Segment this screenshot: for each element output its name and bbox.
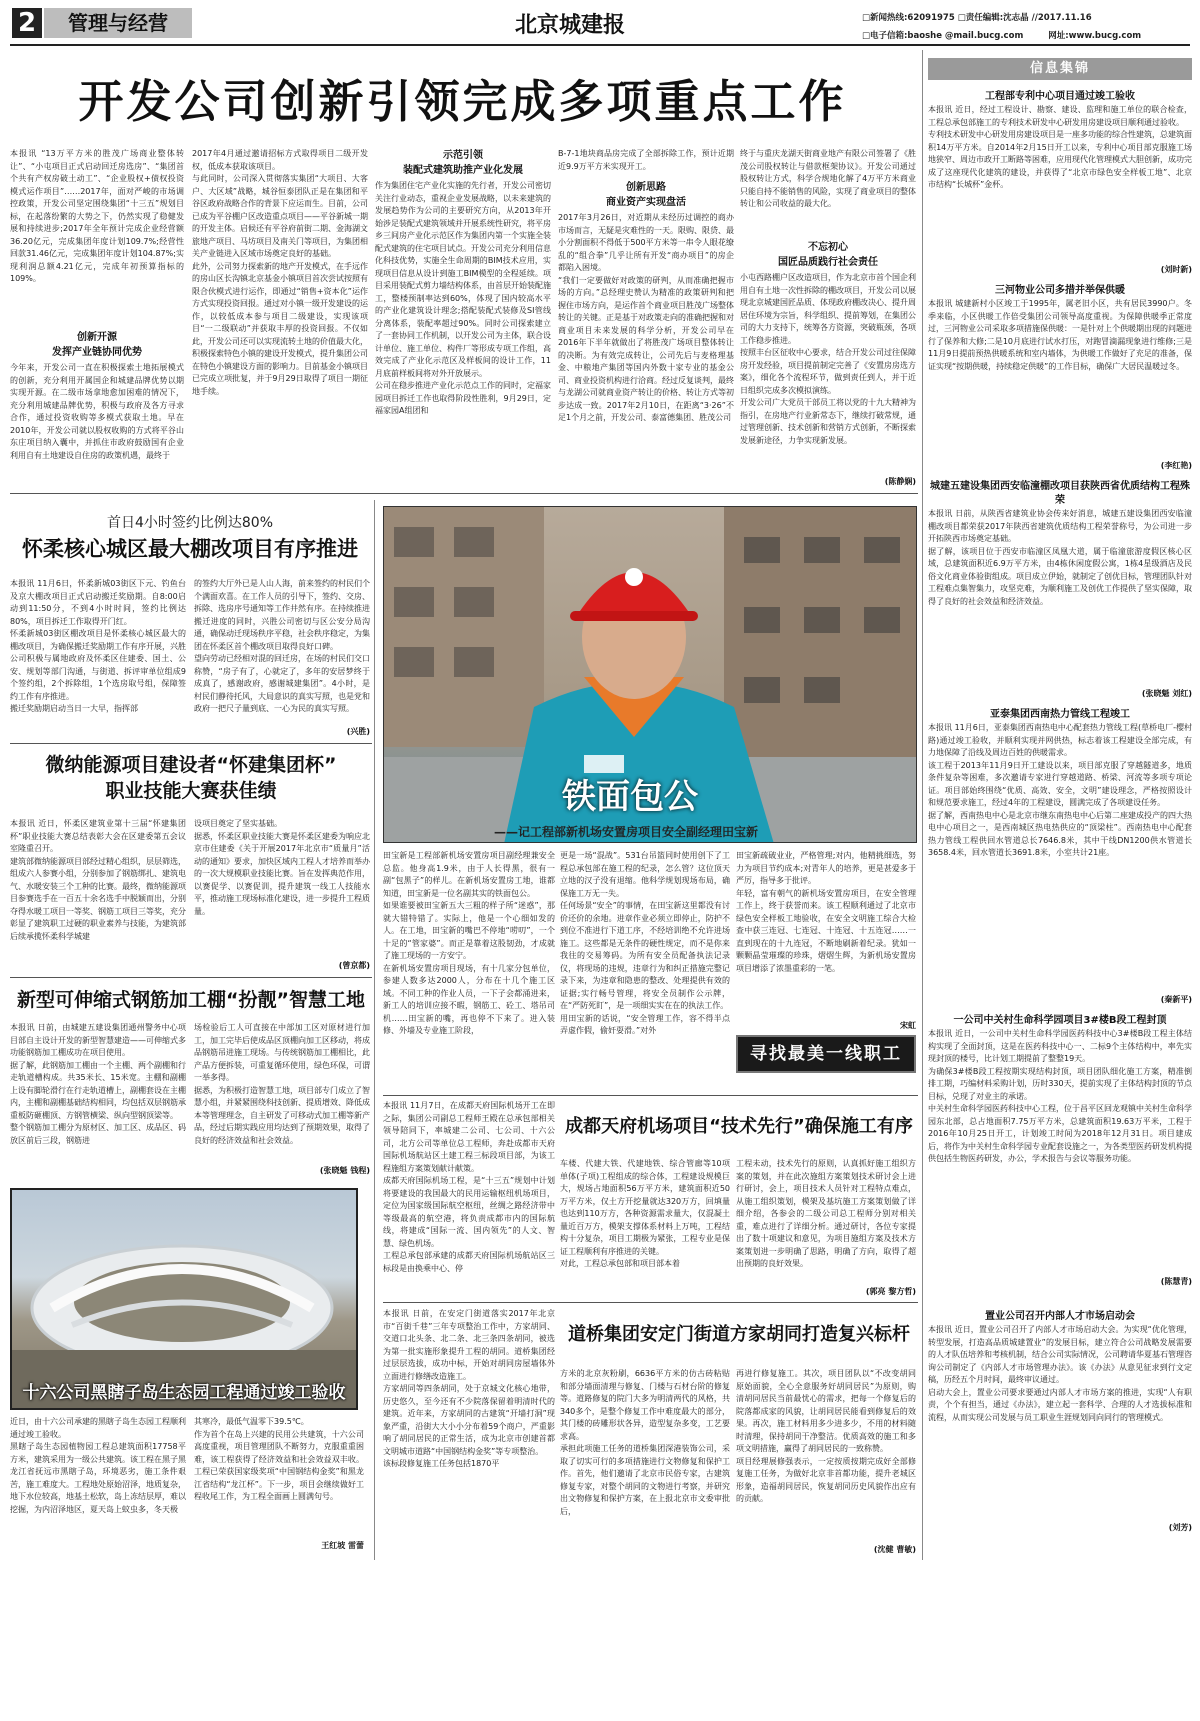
sidebar-item-text: 本报讯 近日，一公司中关村生命科学园医药科技中心3#楼B段工程主体结构实现了全面封顶，这是在医药科技中心一、二标9个主体结构中，率先实现封顶的楼号，比计划工期提前了整整19天。 为确保3#楼B段工程按期实现结构封顶，项目团队细化施工方案，精准倒排工期，巧编材料采购计划，历时330天，提前实现了主体结构封顶的节点目标，兑现了对业主的承诺。 中关村生命科学园医药科技中心工程，位于昌平区回龙观镇中关村生命科学园东北部，总占地面积7.75万平方米，总建筑面积19.63万平米，工程于2016年10月25日开工，计划竣工时间为2018年12月31日。项目建成后，将作为中关村生命科学园专业配套设施之一，为各类型医药研发机构提供包括生物医药研发，办公，学术报告与会议等服务功能。 [928,1029,1192,1163]
sidebar-divider [922,50,923,1560]
sidebar-item-text: 本报讯 近日，经过工程设计、勘察、建设、监理和施工单位的联合检查，工程总承包部施工的专利技术研发中心研发用房建设项目顺利通过验收。 专利技术研发中心研发用房建设项目是一座多功能的综合性建筑，总建筑面积14万平方米。自2014年2月15日开工以来，专利中心项目部克服施工场地狭窄、周边市政开工断路等困难，应用现代化管理模式大胆创新，成功完成了这座现代化建筑的建设，并获得了“北京市绿色安全样板工地”、北京市结构“长城杯”金杯。 [928,105,1192,189]
main-col1b: 今年来，开发公司一直在积极探索土地拓展模式的创新，充分利用开属国企和城建品牌优势以期实现开源。在二级市场拿地愈加困难的情况下，充分利用城建品牌优势，积极与政府及各方寻求合作，通过投资收购等多模式获取土地。早在2010年，开发公司就以股权收购的方式将平谷山东庄项目纳入囊中，并抓住市政府鼓励国有企业利用自有土地建设自住房的政策机遇，最终于 [10,363,184,460]
paper-name: 北京城建报 [514,12,625,38]
feature-col3: 田宝新疏破业业，严格管理;对内，他精挑细选，努力为项目节约成本;对青年人的培养，更是甚爱多于严厉，指导多于批评。 年轻，富有朝气的新机场安置房项目，在安全管理工作上，终于获誉而来。该工程顺利通过了北京市绿色安全样板工地验收，在安全文明施工综合大检查中获三连冠、七连冠、十连冠、十五连冠……一直到现在的十九连冠，不断地刷新着纪录。犹如一颗颗晶莹璀璨的珍珠，熠熠生辉，为新机场安置房项目增添了浓墨重彩的一笔。 [736,851,916,973]
left-column-divider [374,500,375,1560]
main-col3: 作为集团住宅产业化实施的先行者，开发公司密切关注行业动态，重视企业发展战略，以未来建筑的发展趋势作为公司的主要研究方向，从2013年开始涉足装配式建筑领域并开展系统性研究，将平房乡三间房产业化示范区作为集团内第一个实施全装配式建筑的住宅项目试点。开发公司充分利用信息化科技优势，实施全生命周期的BIM技术应用，实现项目信息从设计到施工BIM模型的全程延续。项目采用装配式剪力墙结构体系，由首层开始装配施工，整楼预制率达到60%，体现了国内较高水平的产业化建筑设计理念;搭配装配式装修及SI管线分离体系，装配率超过90%。同时公司探索建立了一套协同工作机制，以开发公司为主体，联合设计单位、施工单位、构件厂等形成专项工作组，高效完成了产业化示范区及样板间的设计工作，11月底前样板间将对外开放展示。 公司在稳步推进产业化示范点工作的同时，定福家园项目拆迁工作也取得阶段性胜利，9月29日，定福家园A组团和 [375,181,551,415]
a7-col2: 方米的北京灰粉刷，6636平方米的仿古砖粘贴和部分墙面清理与修复、门楼与石材台阶的修复等。道路修复的院门大多为明清两代的风格，共340多个，是整个修复工作中难度最大的部分，其门楼的砖雕形状各异，造型复杂多变，工艺要求高。 承担此项施工任务的道桥集团深港装饰公司，采取了切实可行的多项措施进行文物修复和保护工作。首先，他们邀请了北京市民俗专家，古建筑修复专家，对整个胡同的文物进行考察，并研究出文物修复和保护方案，在上报北京市文委审批后， [560,1369,730,1516]
worker-photo [383,506,917,843]
feature-byline: 宋虹 [900,1021,916,1030]
main-bottom-rule [10,493,918,494]
a6-col2: 车楼、代建大铁、代建地铁、综合管廊等10项单体(子项)工程组成的综合体，工程建设规模巨大，规场占地面积56万平方米，建筑面积近50万平方米，仅土方开挖量就达320万方，回填量也达到110万方，各种资源需求量大，仅混凝土量近百万方，模架支撑体系材料上万吨，工程结构十分复杂，项目工期极为紧张，工程专业是保证工程顺利有序推进的关键。 对此，工程总承包部和项目部本着 [560,1159,730,1268]
worker-photo-subtitle: ——记工程部新机场安置房项目安全副经理田宝新 [494,825,759,839]
a4-headline: 新型可伸缩式钢筋加工棚“扮靓”智慧工地 [17,989,365,1011]
a7-headline: 道桥集团安定门街道方家胡同打造复兴标杆 [568,1324,910,1345]
feature-rule [383,1095,918,1096]
sidebar-item [928,708,1192,1008]
header-rule [10,44,1190,46]
sidebar-list [928,90,1192,1540]
a2-headline: 怀柔核心城区最大棚改项目有序推进 [22,537,358,561]
website: 网址:www.bucg.com [1048,31,1142,41]
sidebar-item [928,90,1192,278]
sidebar-item-byline: (刘芳) [1168,1523,1192,1532]
issue-date: //2017.11.16 [1031,13,1092,23]
main-col4b: 2017年3月26日，对近期从未经历过调控的商办市场而言，无疑是灾难性的一天。限购、限贷、最小分割面积不得低于500平方米等一串令人眼花缭乱的“组合拳”几乎让所有开发“商办项目”的房企都陷入困境。 “我们一定要做好对政策的研判，从而准确把握市场的方向。”总经理史赞认为精准的政策研判和把握住市场方向，是运作首个商业项目胜茂广场整体转让的关键。正是基于对政策走向的准确把握和对商业项目未来发展的科学分析，开发公司早在2016年下半年就做出了将胜茂广场项目整体转让的决断。为有效完成转让，公司先后与麦格理基金、中粮地产集团等国内外数十家专业的基金公司、商业投资机构进行洽商。经过反复谈判，最终与龙湖公司就商业资产转让的价格、转让方式等初步达成一致。2017年2月10日，在距离“3·26”不足1个月之前，开发公司、泰富德集团、胜茂公司 [558,213,734,422]
feature-banner: 寻找最美一线职工 [736,1035,916,1073]
a5-col2: 其寒冷，最低气温零下39.5℃。 作为首个在岛上兴建的民用公共建筑，十六公司高度重视，项目管理团队不断努力，克服重重困难，该工程获得了经济效益和社会效益双丰收。工程已荣获国家级奖项“中国钢结构金奖”和黑龙江省结构“龙江杯”。下一步，项目会继续做好工程收尾工作，为工程全面画上圆满句号。 [194,1417,364,1501]
sidebar-item-text: 本报讯 11月6日，亚泰集团西南热电中心配套热力管线工程(草桥电厂-樱村路)通过竣工验收，并顺利实现并网供热，标志着该工程建设全部完成，有力地保障了沿线及周边百姓的供暖需求。 该工程于2013年11月9日开工建设以来，项目部克服了穿越隧道多，地质条件复杂等困难，多次邀请专家进行穿越道路、桥梁、河流等多项专项论证。项目部始终围绕“优质、高效、安全，文明”建设理念，严格按照设计和规范要求施工，经过4年的工程建设，圆满完成了各项建设任务。 据了解，西南热电中心是北京市继东南热电中心后第二座建成投产的四大热电中心项目之一，是西南城区热电热供应的“顶梁柱”。西南热电中心配套热力管线工程供回水管道总长7646.8米，其中干线DN1200供水管道长3658.4米，回水管道长3691.8米，小室共计21座。 [928,723,1192,857]
a2-kicker: 首日4小时签约比例达80% [106,515,274,531]
a7-col3: 再进行修复施工。其次，项目团队以“不改变胡同原始面貌，全心全意服务好胡同居民”为原则，购清胡同居民当前最忧心的需求，把每一个修复后的院落都成家的风貌，让胡同居民能看到修复后的效果。再次，施工材料用多少进多少，不用的材料随时清理，保持胡同干净整洁。优质高效的施工和多项文明措施，赢得了胡同居民的一致称赞。 项目经理展修强表示，一定按质按期完成好全部修复施工任务，为做好北京非首都功能，提升老城区形象，造福胡同居民，恢复胡同历史风貌作出应有的贡献。 [736,1369,916,1503]
main-col4: B-7-1地块商品房完成了全部拆除工作，预计近期近9.9万平方米实现开工。 [558,149,734,171]
main-col5b: 小屯西路棚户区改造项目，作为北京市首个国企利用自有土地一次性拆除的棚改项目，开发公司以展现北京城建国匠品质、体现政府棚改决心、提升周居住环境为宗旨，科学组织、提前筹划，在集团公司的大力支持下，统筹各方资源，突破瓶颈，各项工作稳步推进。 按照丰台区征收中心要求，结合开发公司过往保障房开发经验，项目提前制定完善了《安置房房选方案》，细化各个流程环节，做到责任到人，并于近日组织完成多次模拟演练。 开发公司广大党员干部员工将以党的十九大精神为指引，在房地产行业新常态下，继续打破常规，通过管理创新、技术创新和营销方式创新，不断探索发展新途径，力争实现新发展。 [740,273,916,445]
a7-byline: (沈健 曹敏) [873,1545,916,1554]
a4-byline: (张晓魁 钱程) [319,1166,370,1175]
sidebar-item-byline: (张晓魁 刘红) [1141,689,1192,698]
a3-col1: 本报讯 近日，怀柔区建筑业第十三届“怀建集团杯”职业技能大赛总结表彰大会在区建委第五会议室隆重召开。 建筑部微纳能源项目部经过精心组织，层层筛选，组成六人参赛小组，分别参加了钢筋绑扎、建筑电气、水暖安装三个工种的比赛。最终，微纳能源项目参赛选手在一百五十余名选手中脱颖而出，分别夺得水暖工项目一等奖、钢筋工项目三等奖，充分彰显了建筑职工过硬的职业素养与技能，为建筑部后续承揽怀柔科学城建 [10,819,186,941]
a3-col2: 设项目奠定了坚实基础。 据悉，怀柔区职业技能大赛是怀柔区建委为响应北京市住建委《关于开展2017年北京市“质量月”活动的通知》要求，加快区域内工程人才培养而举办的一次大规模职业技能比赛。旨在发挥典范作用，以赛促学、以赛促训，提升建筑一线工人技能水平，推动施工现场标准化建设，进一步提升工程质量。 [194,819,370,916]
feature-col2: 更是一场“混战”。531台吊篮同时使用创下了工程总承包部在施工程的纪录，怎么管？这位顶天立地的汉子没有退缩。他科学规划现场布局，确保施工万无一失。 任何场景“安全”的事情，在田宝新这里都没有讨价还价的余地。进章作业必须立即停止，防护不到位不准进行下道工序，不经培训绝不允许进场施工。这些都是无条件的硬性规定，而不是你来我往的交易筹码。为所有安全员配备执法记录仪，将现场的违规，违章行为和纠正措施完整记录下来，为违章和隐患的整改、处理提供有效的证据;实行畅号管理，将安全员制作公示牌，在“严防死盯”，是一项细实实在在的执法工作。 用田宝新的话说，“安全管理工作，容不得半点弄虚作假，偷奸耍滑。”对外 [560,851,730,1035]
main-col3-subhead: 示范引领 装配式建筑助推产业化发展 [403,150,523,176]
a6-rule [383,1302,918,1303]
a2-byline: (兴胜) [346,727,370,736]
a4-col1: 本报讯 日前，由城建五建设集团通州警务中心项目部自主设计开发的新型智慧建造——可伸缩式多功能钢筋加工棚成功在项目使用。 据了解，此钢筋加工棚由一个主棚、两个副棚和行走轨道槽构成。共35米长、15米宽。主棚和副棚上设有脚轮滑行在行走轨道槽上，副棚套设在主棚内，主棚和副棚基础结构相同，均包括双层钢筋承重板防砸棚顶、方钢管横梁、纵向型钢顶梁等。 整个钢筋加工棚分为原材区、加工区、成品区、码放区前后三段，钢筋进 [10,1023,186,1145]
sidebar-item-byline: (刘时新) [1160,265,1192,274]
sidebar-item-byline: (陈慧青) [1160,1277,1192,1286]
sidebar-item [928,284,1192,474]
a5-col1: 近日，由十六公司承建的黑瞎子岛生态园工程顺利通过竣工验收。 黑瞎子岛生态园植物园工程总建筑面积17758平方米，建筑采用为一级公共建筑。该工程在黑子黑龙江省抚远市黑瞎子岛，环境恶劣，施工条件艰苦，施工难度大。工程地处原始沼泽，地质复杂，地下水位较高，地基土松软，岛上冻结层厚，难以挖掘，为内沼泽地区，夏天岛上蚊虫多，冬天极 [10,1417,186,1514]
worker-photo-title: 铁面包公 [562,777,698,817]
eco-park-building-illustration [12,1190,358,1410]
sidebar-item-byline: (李红艳) [1160,461,1192,470]
sidebar-item [928,1310,1192,1540]
main-col5-subhead: 不忘初心 国匠品质践行社会责任 [778,242,878,268]
a3-headline: 微纳能源项目建设者“怀建集团杯” 职业技能大赛获佳绩 [45,754,337,802]
main-col5: 终于与重庆龙湖天街商业地产有限公司签署了《胜茂公司股权转让与借款框架协议》。开发公司通过股权转让方式，科学合规地化解了4万平方米商业只能自持不能销售的风险，实现了商业项目的整体转让和公司收益的最大化。 [740,149,916,208]
a5-byline: 王红坡 雷蕾 [321,1541,364,1550]
sidebar-banner: 信息集锦 [928,58,1192,80]
sidebar-item-title: 工程部专利中心项目通过竣工验收 [985,91,1135,102]
a4-col2: 场检验后工人可直接在中部加工区对原材进行加工，加工完毕后使成品区顶棚向加工区移动，将成品钢筋吊进施工现场。与传统钢筋加工棚相比，此产品方便拆装，可重复循环使用，绿色环保，可谓一举多得。 据悉，为积极打造智慧工地，项目部专门成立了智慧小组，并紧紧围绕科技创新、提质增效、降低成本等管理理念，自主研发了可移动式加工棚等新产品，经过后期实践应用均达到了预期效果，取得了良好的经济效益和社会效益。 [194,1023,370,1145]
main-col4-subhead: 创新思路 商业资产实现盘活 [606,182,686,208]
a6-col1: 本报讯 11月7日，在成都天府国际机场开工在即之际，集团公司副总工程师王殿在总承包部相关领导陪同下，率城建二公司、七公司、十六公司，北方公司等单位总工程师，奔赴成都市天府国际机场航站区土建工程三标段项目部，为该工程施组方案策划献计献策。 成都天府国际机场工程，是“十三五”规划中计划将要建设的我国最大的民用运输枢纽机场项目，定位为国家级国际航空枢纽，丝绸之路经济带中等级最高的航空港，将负责成都市内的国际航线，将建成“国际一流、国内领先”的人文、智慧、绿色机场。 工程总承包部承建的成都天府国际机场航站区三标段是由换乘中心、停 [383,1101,555,1273]
a2-rule [10,743,372,744]
sidebar-item-text: 本报讯 城建新村小区竣工于1995年，属老旧小区，共有居民3990户。冬季来临，小区供暖工作倍受集团公司领导高度重视。为保障供暖季正常度过，三河物业公司采取多项措施保供暖：一是针对上个供暖期出现的问题进行了保养和大修;二是10月底进行试水打压，对跑冒滴漏现象进行维修;三是11月9日提前预热供暖系统和室内墙体，为供暖工作做好了充足的准备，保证实现“按期供暖，持续稳定供暖”的工作目标，确保广大居民温暖过冬。 [928,299,1192,371]
sidebar-item-title: 亚泰集团西南热力管线工程竣工 [990,709,1130,720]
sidebar-item-title: 一公司中关村生命科学园项目3#楼B段工程封顶 [953,1015,1167,1026]
main-col2: 2017年4月通过邀请招标方式取得项目二级开发权，低成本获取该项目。 与此同时，公司深入贯彻落实集团“大项目、大客户、大区域”战略，城谷恒泰团队正是在集团和平谷区政府战略合作的背景下应运而生。目前，公司已成为平谷棚户区改造重点项目——平谷新城一期的开发主体。启候还有平谷府前街二期、金海湖文旅地产项目、马坊项目及南关门等项目，为集团相关产业链进入区域市场奠定良好的基础。 此外，公司努力探索新的地产开发模式，在手远作的房山区长沟镇北京基金小镇项目首次尝试按照有限合伙模式进行运作，即通过“销售+资本化”运作方式实现投资回报。通过对小镇一级开发建设的运作，以较低成本参与项目二级建设，实现该项目“一二级联动”并获取丰厚的投资回报。不仅如此，开发公司还可以实现流转土地的价值最大化，积极探索特色小镇的建设开发模式，提升集团公司在特色小镇建设方面的影响力。目前基金小镇项目已完成立项批复，并于9月29日取得了项目一期征地手续。 [192,149,368,396]
feature-col1: 田宝新是工程部新机场安置房项目副经理兼安全总监。他身高1.9米，由于人长得黑，很有一副“包黑子”的样儿。在新机场安置房工地，谁都知道，田宝新是一位名副其实的铁面包公。 如果谁要被田宝新五大三粗的样子所“迷惑”，那就大错特错了。实际上，他是一个心细如发的人。在工地，田宝新的嘴巴不停地“唠叨”，一个十足的“管家婆”。而正是靠着这股韧劲，才成就了施工现场的一方安宁。 在新机场安置房项目现场，有十几家分包单位，参建人数多达2000人，分布在十几个施工区域。不同工种的作业人员，一下子会都涌进来，新工人的培训应接不暇，钢筋工、砼工、塔吊司机……田宝新的嘴，再也停不下来了。进入装修、外墙及专业施工阶段， [383,851,555,1035]
a6-headline: 成都天府机场项目“技术先行”确保施工有序 [565,1116,913,1137]
hotline: □新闻热线:62091975 [862,13,955,23]
main-col1: 本报讯 “13万平方米的胜茂广场商业整体转让”、“小屯项目正式启动回迁房选房”、“集团首个共有产权房破土动工”、“企业股权+债权投资模式运作项目”……2017年，面对严峻的市场调控政策，开发公司坚定围绕集团“十三五”规划目标，在起落纷繁的大势之下，仍然实现了稳健发展和持续进步;2017年全年预计完成企业经营额36.20亿元，完成集团年度计划109.7%;经营性回款31.46亿元，完成集团年度计划104.87%;实现利润总额4.21亿元，完成年初预算指标的109%。 [10,149,184,283]
section-label: 管理与经营 [44,8,192,38]
main-headline: 开发公司创新引领完成多项重点工作 [78,75,847,128]
a7-col1: 本报讯 日前，在安定门街道落实2017年北京市“百街千巷”三年专项整治工作中，方家胡同、交道口北头条、北二条、北三条四条胡同，被选为第一批实施形象提升工程的胡同。道桥集团经过层层选拔，成功中标，开始对胡同房屋墙体外立面进行修缮改造施工。 方家胡同等四条胡同，处于京城文化核心地带，历史悠久，至今还有不少院落保留着明清时代的建筑。近年来，方家胡同的古建筑“开墙打洞”现象严重，沿街大大小小分布着59个商户，严重影响了胡同居民的正常生活，成为北京市创建首都文明城市道路“中国钢结构金奖”等专项整治。 该标段修复施工任务包括1870平 [383,1309,555,1468]
a2-col2: 的签约大厅外已是人山人海，前来签约的村民们个个满面欢喜。在工作人员的引导下，签约、交房、拆除、选房序号通知等工作井然有序。在持续推进搬迁进度的同时，兴胜公司密切与区公安分局沟通，确保动迁现场秩序平稳，社会秩序稳定，为集团在怀柔区首个棚改项目取得良好口碑。 望向劳动已经相对混的回迁房，在场的村民们交口称赞，“房子有了，心就定了，多年的安居梦终于成真了，感谢政府，感谢城建集团”。4小时，是村民们静待托风，大局意识的真实写照，也是党和政府一把尺子量到底、一心为民的真实写照。 [194,579,370,713]
header-info [862,9,1198,45]
sidebar-item-byline: (秦新平) [1160,995,1192,1004]
a6-byline: (郭亮 黎方哲) [865,1287,916,1296]
a3-rule [10,977,372,978]
main-byline: (陈静娴) [884,477,916,486]
a2-col1: 本报讯 11月6日，怀柔新城03街区下元、钓鱼台及京大棚改项目正式启动搬迁奖励期。自8:00启动到11:50分，不到4小时时间，签约比例达80%，项目拆迁工作取得开门红。 怀柔新城03街区棚改项目是怀柔核心城区最大的棚改项目，为确保搬迁奖励期工作有序开展，兴胜公司积极与属地政府及怀柔区住建委、国土、公安、规划等部门沟通，与街道、拆评审单位组成9个签约组，2个拆除组，1个选房取号组，保障签约工作有序推进。 搬迁奖励期启动当日一大早，指挥部 [10,579,186,713]
island-photo [10,1188,358,1410]
email: □电子信箱:baoshe @mail.bucg.com [862,31,1024,41]
sidebar-item-text: 本报讯 日前，从陕西省建筑业协会传来好消息，城建五建设集团西安临潼棚改项目都荣获2017年陕西省建筑优质结构工程荣誉称号，为公司进一步开拓陕西市场奠定基础。 据了解，该项目位于西安市临潼区凤凰大道，属于临潼旅游度假区核心区域，总建筑面积近6.9万平方米，由4栋休闲度假公寓，1栋4星级酒店及民俗文化商业体验街组成。项目成立伊始，就制定了创优目标，管理团队针对工程难点集智集力，攻坚克难，为顺利施工及创优工作提供了坚实保障，取得了良好的社会效益和经济效益。 [928,509,1192,606]
sidebar-item-title: 置业公司召开内部人才市场启动会 [985,1311,1135,1322]
sidebar-item [928,480,1192,702]
sidebar-item-text: 本报讯 近日，置业公司召开了内部人才市场启动大会。为实现“优化管理，转型发展，打造高品质城建置业”的发展目标，建立符合公司战略发展需要的人才队伍培养和考核机制，结合公司实际情况，公司聘请华夏基石管理咨询公司制定了《内部人才市场管理办法》。该《办法》从意见征求到行文定稿，历经五个月时间，最终审议通过。 启动大会上，置业公司要求要通过内部人才市场方案的推进，实现“人有职责，个个有担当，通过《办法》，建立起一套科学、合理的人才选拔标准和流程，从而实现公司发展与员工职业生涯规划同向同行的管理模式。 [928,1325,1192,1422]
island-photo-caption: 十六公司黑瞎子岛生态园工程通过竣工验收 [22,1383,346,1403]
page-number-box: 2 [12,8,42,38]
main-col1-subhead: 创新开源 发挥产业链协同优势 [52,332,142,358]
sidebar-item-title: 城建五建设集团西安临潼棚改项目获陕西省优质结构工程殊荣 [930,481,1190,506]
sidebar-item [928,1014,1192,1304]
a3-byline: (曾京都) [338,961,370,970]
a6-col3: 工程未动，技术先行的原则，认真抓好施工组织方案的策划，并在此次施组方案策划技术研讨会上进行研讨，会上，项目技术人员针对工程特点难点，从施工组织策划，模架及基坑施工方案策划做了详细介绍，各参会的二级公司总工程师分别对相关重，难点进行了详细分析。通过研讨，各位专家提出了数十项建议和意见，为项目施组方案及技术方案策划进一步明确了思路，明确了方向，取得了超出预期的良好效果。 [736,1159,916,1268]
sidebar-item-title: 三河物业公司多措并举保供暖 [995,285,1125,296]
editor: □责任编辑:沈志晶 [957,13,1029,23]
